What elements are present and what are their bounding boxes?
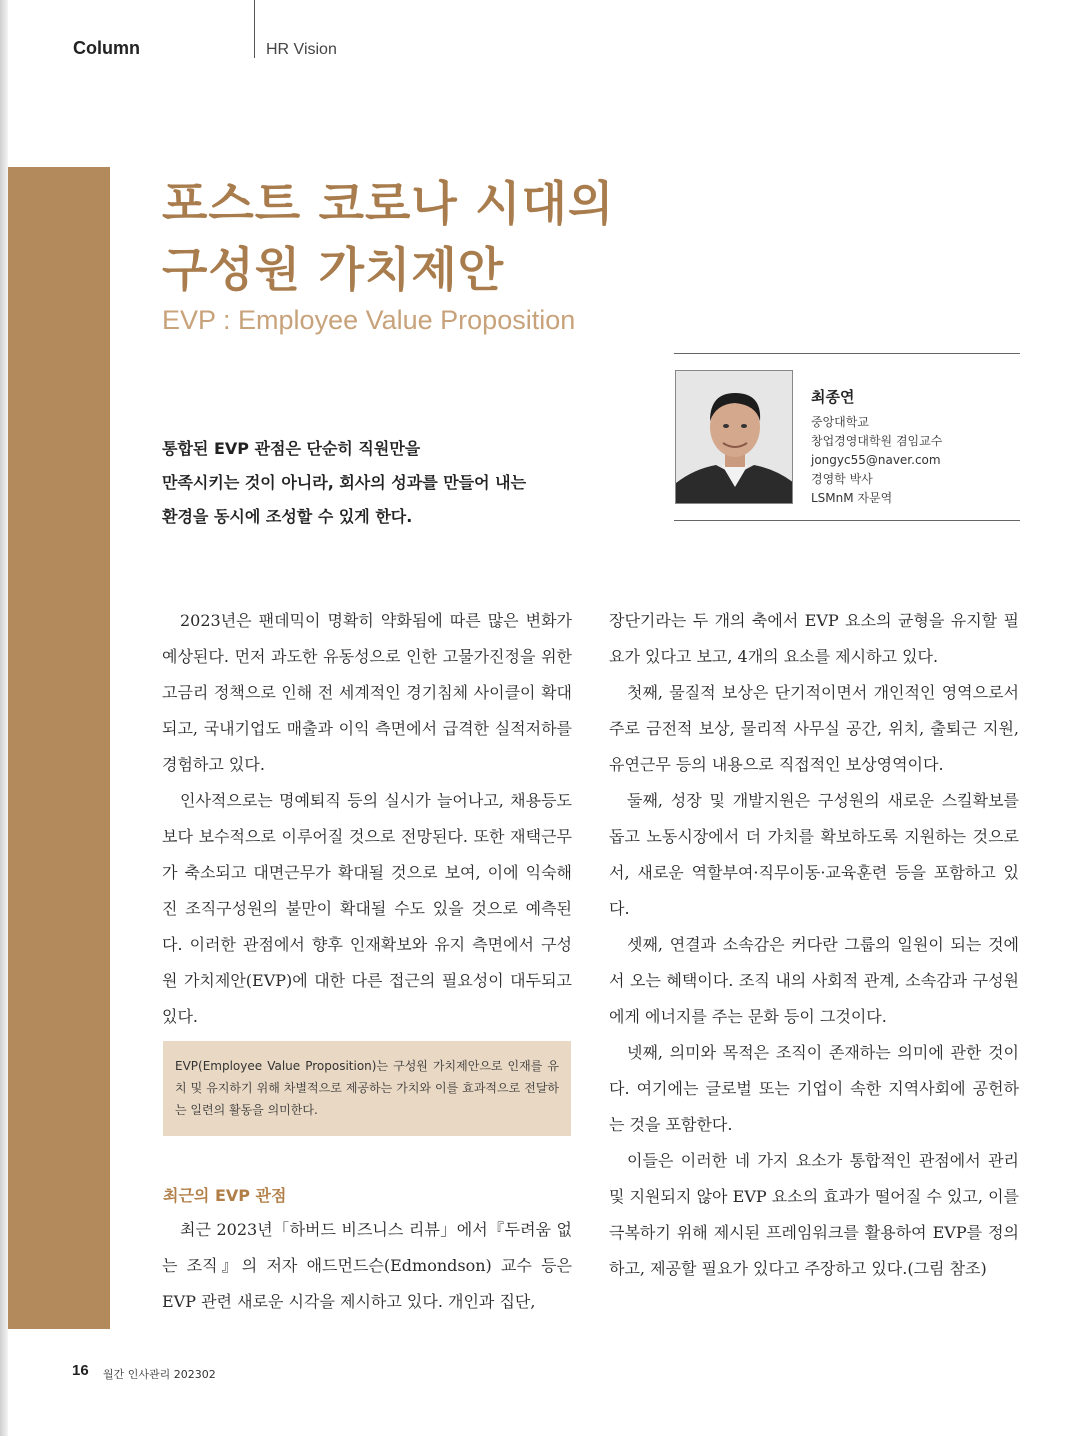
title-line-2: 구성원 가치제안: [162, 243, 505, 298]
lead-line: 만족시키는 것이 아니라, 회사의 성과를 만들어 내는: [162, 473, 527, 492]
lead-line: 통합된 EVP 관점은 단순히 직원만을: [162, 439, 421, 458]
magazine-issue: 월간 인사관리 202302: [103, 1368, 216, 1381]
author-info-line: 중앙대학교: [811, 415, 869, 429]
body-column-left: [162, 603, 572, 1035]
body-paragraph: 최근 2023년「하버드 비즈니스 리뷰」에서『두려움 없는 조직』의 저자 애드먼드슨(Edmondson) 교수 등은 EVP 관련 새로운 시각을 제시하고 있다. 개인과 집단,: [162, 1220, 572, 1311]
article-title: [162, 172, 614, 304]
page-edge-shadow: [0, 0, 8, 1436]
accent-bar: [8, 167, 110, 1329]
definition-note-box: EVP(Employee Value Proposition)는 구성원 가치제안으로 인재를 유치 및 유지하기 위해 차별적으로 제공하는 가치와 이를 효과적으로 전달하는 일련의 활동을 의미한다.: [163, 1041, 571, 1136]
author-rule-bottom: [674, 520, 1020, 521]
author-name: 최종연: [811, 388, 855, 406]
author-portrait-icon: [676, 371, 793, 504]
author-info: [811, 413, 942, 508]
author-rule-top: [674, 353, 1020, 354]
author-photo: [675, 370, 793, 504]
author-info-line: LSMnM 자문역: [811, 491, 893, 505]
body-paragraph: 첫째, 물질적 보상은 단기적이면서 개인적인 영역으로서 주로 금전적 보상, 물리적 사무실 공간, 위치, 출퇴근 지원, 유연근무 등의 내용으로 직접적인 보상영역이다.: [609, 683, 1019, 774]
header-divider: [254, 0, 255, 58]
body-column-left-continued: [162, 1212, 572, 1320]
body-paragraph: 장단기라는 두 개의 축에서 EVP 요소의 균형을 유지할 필요가 있다고 보고, 4개의 요소를 제시하고 있다.: [609, 611, 1019, 666]
title-line-1: 포스트 코로나 시대의: [162, 177, 615, 232]
body-paragraph: 셋째, 연결과 소속감은 커다란 그룹의 일원이 되는 것에서 오는 혜택이다. 조직 내의 사회적 관계, 소속감과 구성원에게 에너지를 주는 문화 등이 그것이다.: [609, 935, 1019, 1026]
body-paragraph: 넷째, 의미와 목적은 조직이 존재하는 의미에 관한 것이다. 여기에는 글로벌 또는 기업이 속한 지역사회에 공헌하는 것을 포함한다.: [609, 1043, 1019, 1134]
lead-line: 환경을 동시에 조성할 수 있게 한다.: [162, 507, 413, 526]
body-paragraph: 이들은 이러한 네 가지 요소가 통합적인 관점에서 관리 및 지원되지 않아 EVP 요소의 효과가 떨어질 수 있고, 이를 극복하기 위해 제시된 프레임워크를 활용하여 EVP를 정의하고, 제공할 필요가 있다고 주장하고 있다.(그림 참조): [609, 1151, 1019, 1278]
header-category-label: HR Vision: [266, 41, 337, 58]
author-email: jongyc55@naver.com: [811, 453, 941, 467]
page-number: 16: [72, 1362, 89, 1379]
body-column-right: [609, 603, 1019, 1287]
author-info-line: 경영학 박사: [811, 472, 873, 486]
body-paragraph: 2023년은 팬데믹이 명확히 약화됨에 따른 많은 변화가 예상된다. 먼저 과도한 유동성으로 인한 고물가진정을 위한 고금리 정책으로 인해 전 세계적인 경기침체 사이클이 확대되고, 국내기업도 매출과 이익 측면에서 급격한 실적저하를 경험하고 있다.: [162, 611, 572, 774]
body-paragraph: 인사적으로는 명예퇴직 등의 실시가 늘어나고, 채용등도 보다 보수적으로 이루어질 것으로 전망된다. 또한 재택근무가 축소되고 대면근무가 확대될 것으로 보여, 이에 익숙해진 조직구성원의 불만이 확대될 수도 있을 것으로 예측된다. 이러한 관점에서 향후 인재확보와 유지 측면에서 구성원 가치제안(EVP)에 대한 다른 접근의 필요성이 대두되고 있다.: [162, 791, 572, 1026]
author-info-line: 창업경영대학원 겸임교수: [811, 434, 943, 448]
body-paragraph: 둘째, 성장 및 개발지원은 구성원의 새로운 스킬확보를 돕고 노동시장에서 더 가치를 확보하도록 지원하는 것으로서, 새로운 역할부여·직무이동·교육훈련 등을 포함하고 있다.: [609, 791, 1019, 918]
header-section-label: Column: [73, 38, 140, 58]
article-subtitle: EVP : Employee Value Proposition: [162, 305, 576, 335]
section-heading: 최근의 EVP 관점: [163, 1186, 287, 1205]
lead-paragraph: [162, 432, 582, 534]
